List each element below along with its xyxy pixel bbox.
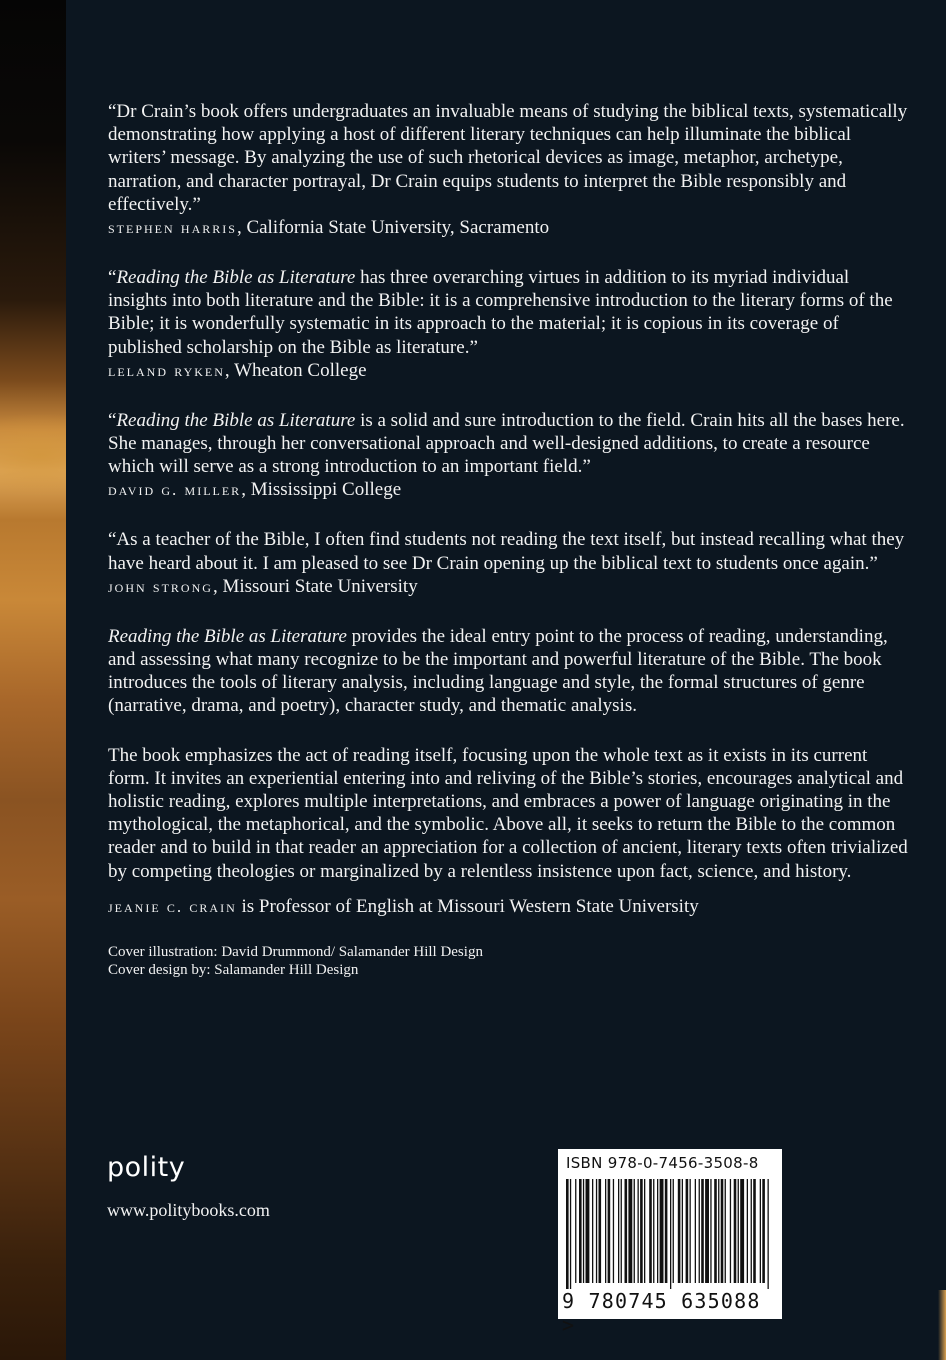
endorser-name: leland ryken xyxy=(108,360,225,380)
barcode-bar xyxy=(649,1179,652,1283)
barcode-bar xyxy=(760,1179,761,1283)
author-bio-text: is Professor of English at Missouri Western State University xyxy=(236,895,699,917)
cover-credits xyxy=(108,943,908,979)
author-name: jeanie c. crain xyxy=(108,896,237,916)
barcode-bar xyxy=(657,1179,658,1283)
barcode-bar xyxy=(690,1179,691,1283)
cover-photo-strip xyxy=(0,0,66,1360)
barcode-bar xyxy=(701,1179,704,1283)
endorsement-text-part: “ xyxy=(108,267,117,289)
barcode-bar xyxy=(673,1179,674,1283)
barcode-bar xyxy=(625,1179,628,1283)
endorser-affiliation: , California State University, Sacramento xyxy=(236,217,550,239)
barcode-bar xyxy=(678,1179,681,1283)
barcode-bar xyxy=(670,1179,671,1289)
barcode-bar xyxy=(718,1179,719,1283)
barcode-bar xyxy=(570,1179,571,1289)
barcode-bar xyxy=(592,1179,593,1283)
endorsement-text-part: has three overarching virtues in addition to its myriad individual insights into both literature and the Bible: it is a comprehensive introduction to the literary forms of the Bible; it is wonderfully systematic in its approach to the material; it is copious in its coverage of published scholarship on the Bible as literature.” xyxy=(108,267,893,358)
barcode-bar xyxy=(714,1179,717,1283)
endorsement-attribution xyxy=(108,478,908,502)
endorser-affiliation: , Mississippi College xyxy=(241,479,402,501)
barcode-bar xyxy=(725,1179,726,1283)
barcode-bar xyxy=(644,1179,645,1283)
isbn-barcode xyxy=(558,1149,782,1337)
endorsement-text-part: is a solid and sure introduction to the field. Crain hits all the bases here. She manages, through her conversational approach and well-designed additions, to create a resource which will serve as a strong introduction to an important field.” xyxy=(108,409,905,478)
ean-digits: 9 780745 635088 > xyxy=(562,1289,761,1337)
endorsement-text-part: “Dr Crain’s book offers undergraduates an invaluable means of studying the biblical texts, systematically demonstrating how applying a host of different literary techniques can help illuminate the biblical writers’ message. By analyzing the use of such rhetorical devices as image, metaphor, archetype, narration, and character portrayal, Dr Crain equips students to interpret the Bible responsibly and effectively.” xyxy=(108,101,908,215)
description-p1-text: provides the ideal entry point to the process of reading, understanding, and assessing what many recognize to be the important and powerful literature of the Bible. The book introduces the tools of literary analysis, including language and style, the formal structures of genre (narrative, drama, and poetry), character study, and thematic analysis. xyxy=(108,625,888,717)
barcode-bar xyxy=(738,1179,739,1283)
endorser-name: stephen harris xyxy=(108,218,237,238)
barcode-bar xyxy=(734,1179,737,1283)
description-title: Reading the Bible as Literature xyxy=(108,625,347,647)
barcode-bar xyxy=(653,1179,654,1283)
barcode-bar xyxy=(751,1179,752,1283)
barcode-bar xyxy=(721,1179,724,1283)
endorsement-attribution xyxy=(108,216,908,240)
design-credit: Cover design by: Salamander Hill Design xyxy=(108,961,359,978)
barcode-bar xyxy=(605,1179,606,1283)
isbn-label: ISBN 978-0-7456-3508-8 xyxy=(566,1154,759,1172)
endorsement xyxy=(108,528,908,598)
barcode-bar xyxy=(599,1179,602,1283)
barcode-bar xyxy=(583,1179,584,1283)
barcode-bar xyxy=(665,1179,668,1283)
barcode-bar xyxy=(579,1179,582,1283)
barcode-bar xyxy=(566,1179,569,1289)
barcode-bar xyxy=(747,1179,748,1283)
barcode-bar xyxy=(586,1179,590,1283)
barcode-bar xyxy=(638,1179,639,1283)
endorsement-text xyxy=(108,100,908,216)
author-bio xyxy=(108,895,908,919)
endorsements xyxy=(108,100,908,599)
endorser-affiliation: , Missouri State University xyxy=(212,575,418,597)
endorsement-text xyxy=(108,528,908,574)
barcode-bar xyxy=(575,1179,576,1283)
barcode-bar xyxy=(634,1179,635,1283)
barcode-bar xyxy=(660,1179,664,1283)
barcode-bar xyxy=(613,1179,614,1283)
endorser-name: john strong xyxy=(108,576,213,596)
barcode-bar xyxy=(621,1179,622,1283)
barcode-bar xyxy=(628,1179,632,1283)
endorser-affiliation: , Wheaton College xyxy=(224,359,367,381)
endorsement xyxy=(108,409,908,503)
barcode-bar xyxy=(618,1179,619,1283)
illustration-credit: Cover illustration: David Drummond/ Salamander Hill Design xyxy=(108,943,483,960)
description-paragraph-1 xyxy=(108,625,908,718)
barcode-bar xyxy=(710,1179,711,1283)
barcode-bar xyxy=(699,1179,700,1283)
endorsement-text xyxy=(108,409,908,479)
barcode-bar xyxy=(608,1179,611,1283)
book-title: Reading the Bible as Literature xyxy=(116,409,356,431)
barcode-bar xyxy=(695,1179,696,1283)
cover-photo-edge xyxy=(938,1290,946,1360)
publisher-website: www.politybooks.com xyxy=(107,1200,270,1220)
barcode-bar xyxy=(682,1179,683,1283)
barcode-bars xyxy=(566,1179,774,1289)
book-title: Reading the Bible as Literature xyxy=(116,267,356,289)
barcode-bar xyxy=(686,1179,689,1283)
barcode-bar xyxy=(705,1179,709,1283)
endorsement-text-part: “As a teacher of the Bible, I often find students not reading the text itself, but instead recalling what they have heard about it. I am pleased to see Dr Crain opening up the biblical text to students once again.” xyxy=(108,529,905,574)
back-cover-text xyxy=(108,100,908,979)
endorsement xyxy=(108,100,908,240)
description-paragraph-2: The book emphasizes the act of reading itself, focusing upon the whole text as it exists in its current form. It invites an experiential entering into and reliving of the Bible’s stories, encourages analytical and holistic reading, explores multiple interpretations, and embraces a power of language originating in the mythological, the metaphorical, and the symbolic. Above all, it seeks to return the Bible to the common reader and to build in that reader an appreciation for a collection of ancient, literary texts often trivialized by competing theologies or marginalized by a relentless insistence upon fact, science, and history. xyxy=(108,744,908,882)
endorsement-text-part: “ xyxy=(108,409,117,431)
barcode-bar xyxy=(596,1179,597,1283)
barcode-bar xyxy=(740,1179,744,1283)
endorser-name: david g. miller xyxy=(108,480,242,500)
barcode-bar xyxy=(753,1179,756,1283)
endorsement-attribution xyxy=(108,575,908,599)
barcode-bar xyxy=(762,1179,765,1283)
endorsement-attribution xyxy=(108,359,908,383)
barcode-bar xyxy=(730,1179,731,1283)
endorsement xyxy=(108,266,908,383)
publisher-logo: polity xyxy=(107,1152,186,1183)
endorsement-text xyxy=(108,266,908,359)
barcode-bar xyxy=(768,1179,769,1289)
barcode-bar xyxy=(640,1179,643,1283)
